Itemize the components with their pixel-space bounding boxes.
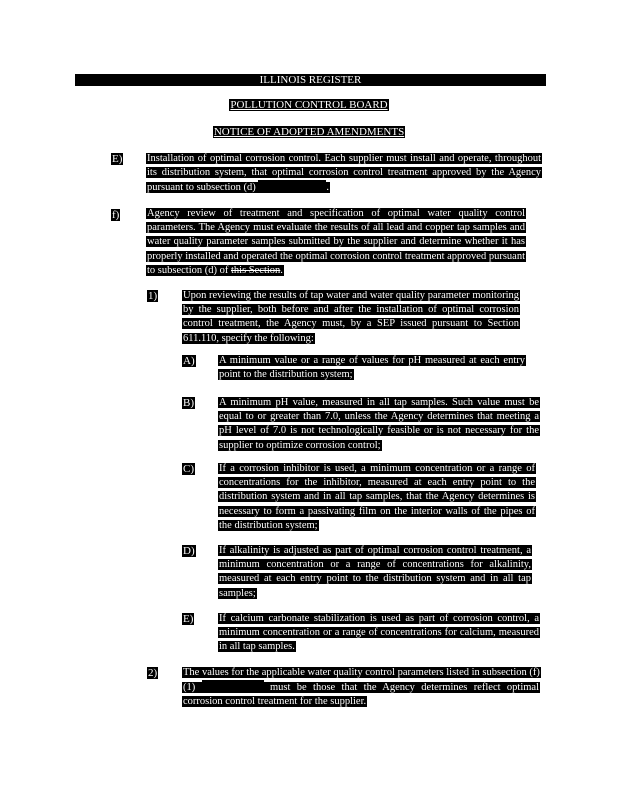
section-fa-label-text: A) — [183, 355, 195, 367]
register-title: ILLINOIS REGISTER — [75, 74, 546, 86]
section-f-label-text: f) — [112, 209, 120, 221]
section-e-text-a: Installation of optimal corrosion control. Each supplier must install and operate, throughout its distribution system, that optimal corrosion control treatment approved by the Agency pursuant to subsection (d) — [147, 153, 541, 194]
section-f1-text: Upon reviewing the results of tap water and water quality parameter monitoring by the supplier, both before and after the installation of optimal corrosion control treatment, the Agency must, by a SEP issued pursuant to Section 611.110, specify the following: — [183, 290, 519, 344]
section-e-label-text: E) — [112, 153, 123, 165]
section-f2-text-a: The values for the applicable water quality control parameters listed in subsection (f)(1) — [183, 667, 540, 694]
section-f-label — [111, 208, 120, 222]
section-f-text-a: Agency review of treatment and specification of optimal water quality control parameters. The Agency must evaluate the results of all lead and copper tap samples and water quality parameter samples submitted by the supplier and determine whether it has properly installed and operated the optimal corrosion control treatment approved pursuant to subsection (d) of — [147, 208, 525, 276]
redaction-mark — [202, 680, 264, 691]
section-fc-label — [182, 462, 195, 476]
section-fe-paragraph — [218, 612, 540, 655]
section-fd-label — [182, 544, 196, 558]
section-f2-text-b: must be those that the Agency determines reflect optimal corrosion control treatment for the supplier. — [183, 682, 539, 708]
section-fb-label — [182, 396, 195, 410]
board-title — [0, 99, 618, 112]
section-f-text-b: . — [280, 264, 283, 276]
section-e-text-b: . — [326, 182, 330, 194]
section-f2-paragraph — [182, 666, 540, 710]
section-fa-paragraph — [218, 354, 526, 382]
section-f1-label-text: 1) — [148, 290, 158, 302]
section-f-struck-text: this Section — [231, 264, 281, 276]
section-fc-label-text: C) — [183, 463, 194, 475]
section-fa-label — [182, 354, 196, 368]
section-fa-text: A minimum value or a range of values for pH measured at each entry point to the distribution system; — [219, 355, 525, 381]
section-fb-text: A minimum pH value, measured in all tap samples. Such value must be equal to or greater than 7.0, unless the Agency determines that meeting a pH level of 7.0 is not technologically feasible or is not necessary for the supplier to optimize corrosion control; — [219, 397, 539, 451]
section-fd-label-text: D) — [183, 545, 195, 557]
section-fe-text: If calcium carbonate stabilization is used as part of corrosion control, a minimum concentration or a range of concentrations for calcium, measured in all tap samples. — [219, 613, 539, 653]
section-fd-text: If alkalinity is adjusted as part of optimal corrosion control treatment, a minimum concentration or a range of concentrations for alkalinity, measured at each entry point to the distribution system and in all tap samples; — [219, 545, 531, 599]
section-e-paragraph — [146, 152, 542, 196]
section-fd-paragraph — [218, 544, 532, 601]
section-f1-label — [147, 289, 158, 303]
section-fb-paragraph — [218, 396, 540, 453]
section-e-label — [111, 152, 123, 166]
section-fe-label — [182, 612, 194, 626]
notice-title — [0, 126, 618, 139]
section-f2-label — [147, 666, 158, 680]
section-fe-label-text: E) — [183, 613, 194, 625]
section-fc-text: If a corrosion inhibitor is used, a minimum concentration or a range of concentrations for the inhibitor, measured at each entry point to the distribution system and in all tap samples, that the Agency determines is necessary to form a passivating film on the interior walls of the pipes of the distribution system; — [219, 463, 535, 531]
redaction-mark — [258, 180, 326, 191]
section-f2-label-text: 2) — [148, 667, 158, 679]
section-f1-paragraph — [182, 289, 520, 346]
section-fb-label-text: B) — [183, 397, 194, 409]
section-fc-paragraph — [218, 462, 536, 533]
section-f-paragraph — [146, 207, 526, 278]
board-title-text: POLLUTION CONTROL BOARD — [230, 99, 388, 111]
notice-title-text: NOTICE OF ADOPTED AMENDMENTS — [213, 126, 405, 138]
